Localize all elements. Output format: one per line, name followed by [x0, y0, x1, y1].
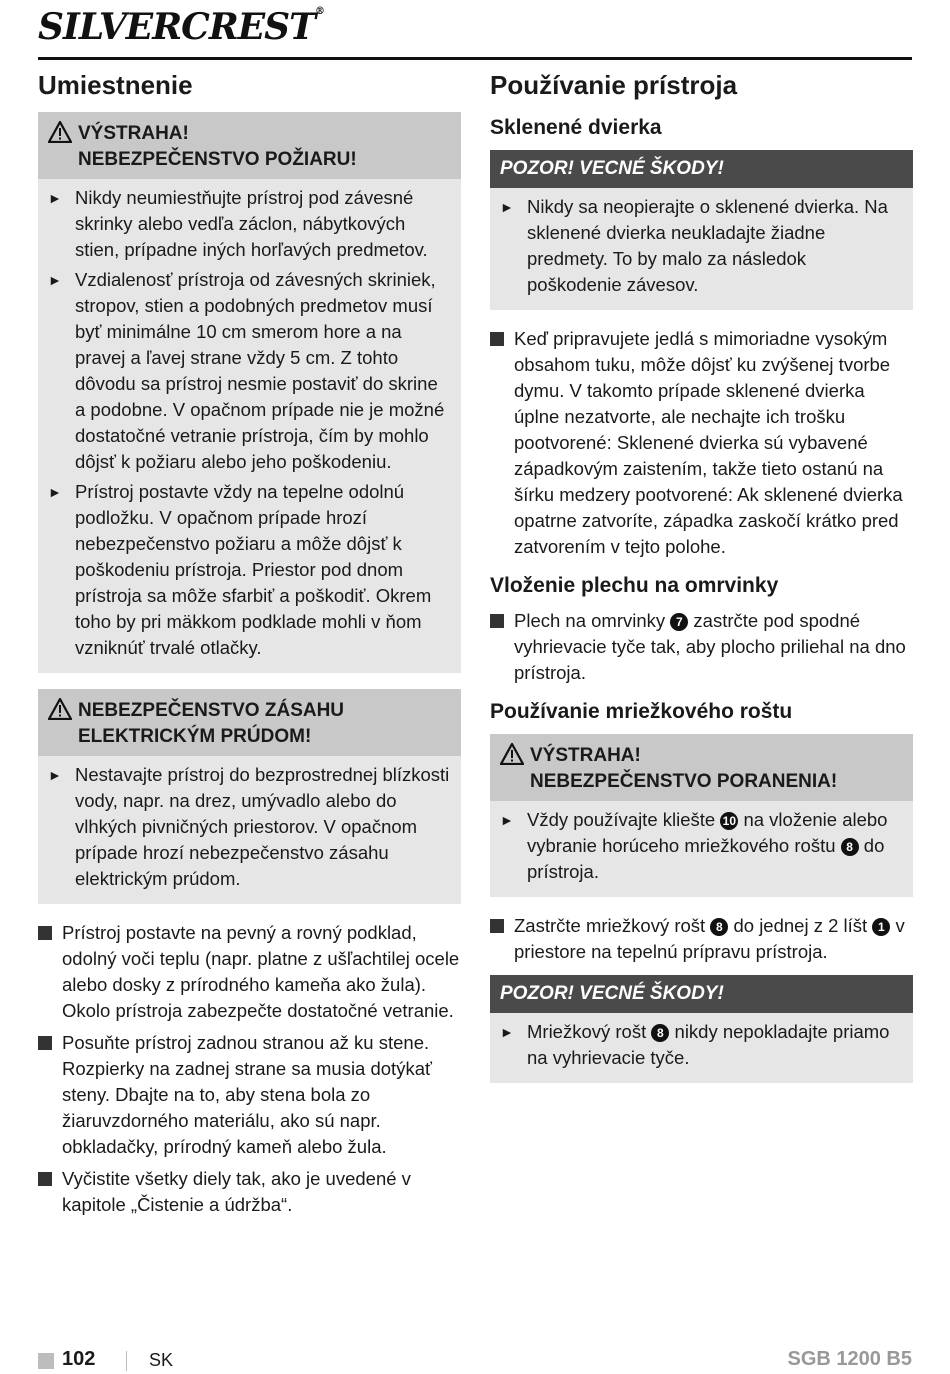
- grill-caution-item: ► Mriežkový rošt 8 nikdy nepokladajte priamo na vyhrievacie tyče.: [500, 1021, 890, 1068]
- warning-triangle-icon: [48, 121, 78, 173]
- injury-warning-header: [490, 734, 913, 801]
- warning-triangle-icon: [48, 698, 78, 750]
- square-bullet-icon: [490, 919, 504, 933]
- fire-warning-item: ► Vzdialenosť prístroja od závesných skriniek, stropov, stien a podobných predmetov musí byť minimálne 10 cm smerom hore a na pravej a ľavej strane vždy 5 cm. Z tohto dôvodu sa prístroj nesmie postaviť do skrine a podobne. V opačnom prípade nie je možné dostatočné vetranie prístroja, čím by mohlo dôjsť k požiaru alebo jeho poškodeniu.: [48, 269, 445, 472]
- glass-step: Keď pripravujete jedlá s mimoriadne vysokým obsahom tuku, môže dôjsť ku zvýšenej tvorbe dymu. V takomto prípade sklenené dvierka úplne nezatvorte, ale nechajte ich trošku pootvorené: Sklenené dvierka sú vybavené západkovým zaistením, takže tieto ostanú na šírku medzery pootvorené: Ak sklenené dvierka opatrne zatvoríte, západka zaskočí krátko pred zatvorením v tejto polohe.: [490, 326, 913, 560]
- placement-step: Vyčistite všetky diely tak, ako je uvedené v kapitole „Čistenie a údržba“.: [38, 1166, 461, 1218]
- crumb-step: Plech na omrvinky 7 zastrčte pod spodné vyhrievacie tyče tak, aby plocho priliehal na dno prístroja.: [490, 608, 913, 686]
- glass-caution-box: [490, 150, 913, 310]
- fire-warning-box: [38, 112, 461, 673]
- warning-triangle-icon: [500, 743, 530, 795]
- section-title-usage: Používanie prístroja: [490, 70, 738, 100]
- injury-warning-title: VÝSTRAHA! NEBEZPEČENSTVO PORANENIA!: [530, 745, 838, 792]
- placement-steps: [38, 920, 461, 1218]
- arrow-bullet-icon: ►: [500, 812, 514, 828]
- glass-caution-item: ► Nikdy sa neopierajte o sklenené dvierka. Na sklenené dvierka neukladajte žiadne predmety. To by malo za následok poškodenie závesov.: [500, 196, 888, 295]
- part-number-badge: 10: [720, 812, 738, 830]
- right-column: [490, 68, 913, 1099]
- part-number-badge: 1: [872, 918, 890, 936]
- section-title-placement: Umiestnenie: [38, 70, 193, 100]
- electric-warning-title: NEBEZPEČENSTVO ZÁSAHU ELEKTRICKÝM PRÚDOM!: [78, 700, 345, 747]
- square-bullet-icon: [38, 1172, 52, 1186]
- electric-warning-box: [38, 689, 461, 904]
- glass-caution-header: POZOR! VECNÉ ŠKODY!: [490, 150, 913, 188]
- fire-warning-header: [38, 112, 461, 179]
- placement-step: Posuňte prístroj zadnou stranou až ku stene. Rozpierky na zadnej strane sa musia dotýkať steny. Dbajte na to, aby stena bola zo žiaruvzdorného materiálu, ako sú napr. obkladačky, prírodný kameň alebo žula.: [38, 1030, 461, 1160]
- electric-warning-item: ► Nestavajte prístroj do bezprostrednej blízkosti vody, napr. na drez, umývadlo alebo do vlhkých pivničných priestorov. V opačnom prípade hrozí nebezpečenstvo zásahu elektrickým prúdom.: [48, 764, 450, 889]
- grill-caution-box: [490, 975, 913, 1083]
- arrow-bullet-icon: ►: [48, 272, 62, 288]
- electric-warning-header: [38, 689, 461, 756]
- part-number-badge: 8: [841, 838, 859, 856]
- glass-steps: [490, 326, 913, 560]
- square-bullet-icon: [490, 614, 504, 628]
- arrow-bullet-icon: ►: [48, 190, 62, 206]
- footer-square-icon: [38, 1353, 54, 1369]
- part-number-badge: 8: [710, 918, 728, 936]
- fire-warning-item: ► Nikdy neumiestňujte prístroj pod závesné skrinky alebo vedľa záclon, nábytkových stien, prípadne iných horľavých predmetov.: [48, 187, 428, 260]
- arrow-bullet-icon: ►: [48, 767, 62, 783]
- page-footer: [38, 1348, 912, 1374]
- subsection-title-glass-door: Sklenené dvierka: [490, 116, 662, 139]
- header-rule: [38, 57, 912, 60]
- arrow-bullet-icon: ►: [48, 484, 62, 500]
- grill-steps: [490, 913, 913, 965]
- injury-warning-box: [490, 734, 913, 897]
- subsection-title-crumb-tray: Vloženie plechu na omrvinky: [490, 574, 779, 597]
- square-bullet-icon: [490, 332, 504, 346]
- crumb-steps: [490, 608, 913, 686]
- grill-caution-header: POZOR! VECNÉ ŠKODY!: [490, 975, 913, 1013]
- left-column: [38, 68, 461, 1224]
- footer-divider: [126, 1351, 127, 1371]
- brand-logo: SILVERCREST®: [38, 6, 324, 48]
- model-number: SGB 1200 B5: [787, 1348, 912, 1370]
- placement-step: Prístroj postavte na pevný a rovný podklad, odolný voči teplu (napr. platne z ušľachtilej ocele alebo dosky z prírodného kameňa ako žula). Okolo prístroja zabezpečte dostatočné vetranie.: [38, 920, 461, 1024]
- language-code: SK: [149, 1350, 174, 1370]
- grill-step: Zastrčte mriežkový rošt 8 do jednej z 2 líšt 1 v priestore na tepelnú prípravu prístroja.: [490, 913, 913, 965]
- square-bullet-icon: [38, 1036, 52, 1050]
- page-number: 102: [62, 1348, 96, 1370]
- square-bullet-icon: [38, 926, 52, 940]
- fire-warning-title: VÝSTRAHA! NEBEZPEČENSTVO POŽIARU!: [78, 123, 357, 170]
- subsection-title-grill-rack: Používanie mriežkového roštu: [490, 700, 793, 723]
- arrow-bullet-icon: ►: [500, 199, 514, 215]
- injury-warning-item: ► Vždy používajte kliešte 10 na vloženie alebo vybranie horúceho mriežkového roštu 8 do prístroja.: [500, 809, 888, 882]
- part-number-badge: 7: [670, 613, 688, 631]
- fire-warning-item: ► Prístroj postavte vždy na tepelne odolnú podložku. V opačnom prípade hrozí nebezpečenstvo požiaru a môže dôjsť k poškodeniu prístroja. Priestor pod dnom prístroja sa môže sfarbiť a poškodiť. Okrem toho by pri mäkkom podklade mohli v ňom vzniknúť trvalé otlačky.: [48, 481, 432, 658]
- arrow-bullet-icon: ►: [500, 1024, 514, 1040]
- part-number-badge: 8: [651, 1024, 669, 1042]
